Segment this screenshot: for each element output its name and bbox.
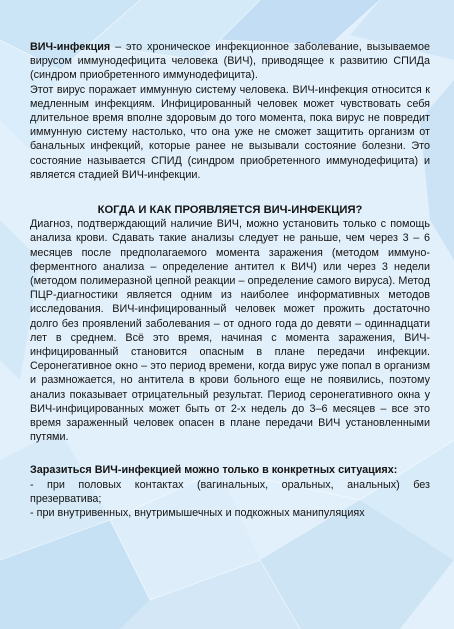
article-body xyxy=(30,40,430,520)
section-paragraph: Диагноз, подтверждающий наличие ВИЧ, можно установить только с помощь анализа крови. Сдавать такие анализы следует не раньше, чем через 3 – 6 месяцев после предполагаемого момента заражения (методом иммуно-ферментного анализа – определение антител к ВИЧ) или через 3 недели (методом полимеразной цепной реакции – определение самого вируса). Метод ПЦР-диагностики является одним из наиболее информативных методов исследования. ВИЧ-инфицированный человек может прожить достаточно долго без проявлений заболевания – от одного года до девяти – одиннадцати лет в среднем. Всё это время, начиная с момента заражения, ВИЧ-инфицированный становится опасным в плане передачи инфекции. Серонегативное окно – это период времени, когда вирус уже попал в организм и размножается, но антитела в крови больного еще не появились, поэтому анализ показывает отрицательный результат. Период серонегативного окна у ВИЧ-инфицированных может быть от 2-х недель до 3–6 месяцев – все это время зараженный человек опасен в плане передачи ВИЧ установленными путями. xyxy=(30,218,430,444)
section-heading: КОГДА И КАК ПРОЯВЛЯЕТСЯ ВИЧ-ИНФЕКЦИЯ? xyxy=(97,204,363,217)
intro-definition: – это хроническое инфекционное заболевание, вызываемое вирусом иммунодефицита человека (ВИЧ), приводящее к развитию СПИДа (синдром приобретенного иммунодефицита). xyxy=(30,41,430,82)
transmission-item: - при внутривенных, внутримышечных и подкожных манипуляциях xyxy=(30,507,365,520)
intro-term: ВИЧ-инфекция xyxy=(30,41,111,53)
transmission-heading: Заразиться ВИЧ-инфекцией можно только в конкретных ситуациях: xyxy=(30,464,398,477)
intro-paragraph xyxy=(30,40,430,83)
intro-details: Этот вирус поражает иммунную систему человека. ВИЧ-инфекция относится к медленным инфекциям. Инфицированный человек может чувствовать себя длительное время вполне здоровым до того момента, пока вирус не повредит иммунную систему настолько, что она уже не сможет защитить организм от банальных инфекций, которые ранее не вызывали состояние болезни. Это состояние называется СПИД (синдром приобретенного иммунодефицита) и является стадией ВИЧ-инфекции. xyxy=(30,83,430,181)
transmission-item: - при половых контактах (вагинальных, оральных, анальных) без презерватива; xyxy=(30,478,430,505)
